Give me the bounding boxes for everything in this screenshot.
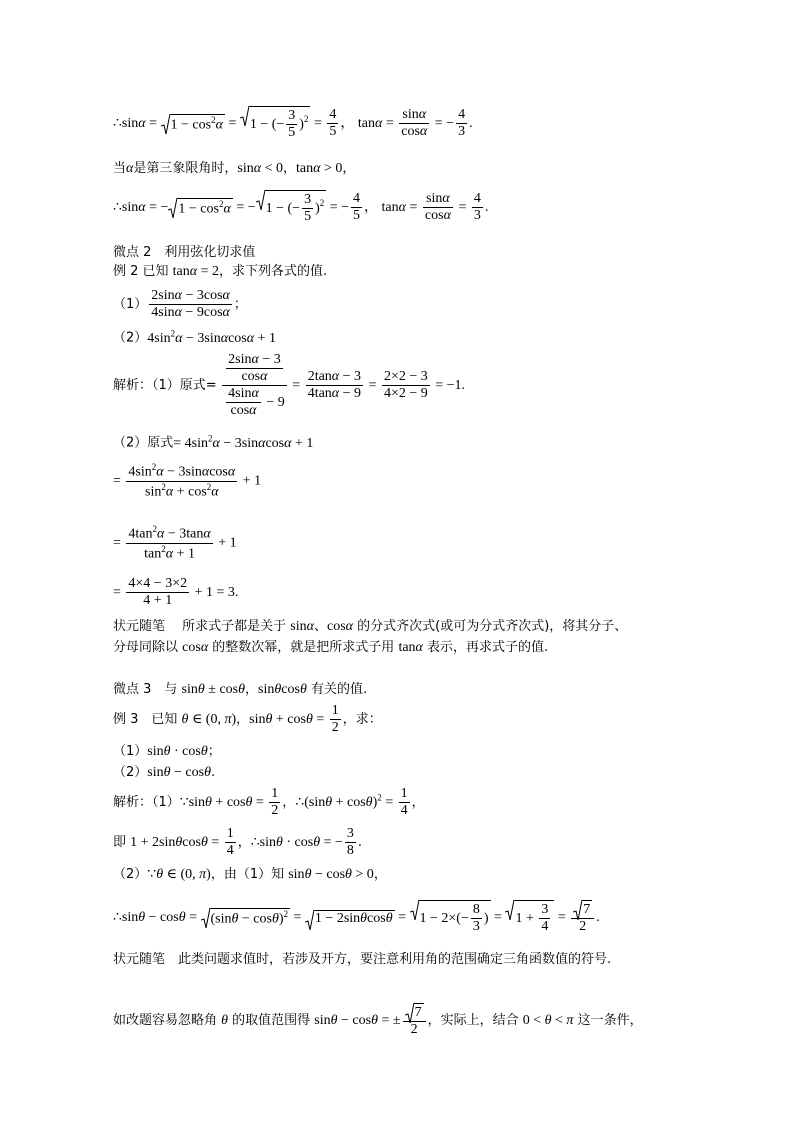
section-heading-2: 微点 2 利用弦化切求值: [113, 245, 256, 260]
note-2: 状元随笔 此类问题求值时，若涉及开方，要注意利用角的范围确定三角函数值的符号.: [113, 952, 612, 967]
note-1-line-1: 状元随笔 所求式子都是关于 sinα、cosα 的分式齐次式(或可为分式齐次式)，将其分子、: [113, 619, 628, 634]
question-2: $(2)4\sin^2\alpha - 3\sin\alpha\cos\alpha + 1$: [113, 328, 277, 346]
example-2-prompt: 例 2 已知 tanα = 2，求下列各式的值.: [113, 264, 328, 279]
part-1: （1）sinθ · cosθ；: [113, 744, 221, 759]
solution-3-line-4: ∴sinθ − cosθ = $(\sin\theta - \cos\theta)^2$ = 1 − 2sinθcosθ = 1 − 2×(− $\frac{8}{3}$ ) = 1 + $\frac{3}{4}$ = $\frac{7}{2}$ .: [113, 902, 600, 935]
section-heading-3: 微点 3 与 sinθ ± cosθ，sinθcosθ 有关的值.: [113, 682, 368, 697]
solution-3-line-3: （2）∵θ ∈ (0, π)，由（1）知 sinθ − cosθ > 0，: [113, 867, 387, 882]
solution-2-start: （2）原式= $4\sin^2\alpha - 3\sin\alpha\cos\alpha + 1$: [113, 433, 314, 451]
note-3: 如改题容易忽略角 θ 的取值范围得 sinθ − cosθ = ± $\frac{7}{2}$ ，实际上，结合 0 < θ < π 这一条件，: [113, 1005, 643, 1038]
solution-3-line-2: 即 1 + 2sinθcosθ = $\frac{1}{4}$ ，∴sinθ · cosθ = − $\frac{3}{8}$ .: [113, 826, 363, 859]
solution-2-step-3: = $\frac{4\times 4 - 3\times 2}{4 + 1}$ + 1 = 3.: [113, 576, 239, 609]
line-2: 当α是第三象限角时，sinα < 0，tanα > 0，: [113, 161, 356, 176]
line-3: ∴sinα = − $1 - \cos^2\alpha$ = − 1 − (− $\frac{3}{5}$ )$^2$ = − $\frac{4}{5}$ ， tanα = $\frac{\sin\alpha}{\cos\alpha}$ = $\frac{4}{3}$ .: [113, 191, 489, 225]
solution-2-step-2: = $\frac{4\tan^2\alpha - 3\tan\alpha}{\tan^2\alpha + 1}$ + 1: [113, 524, 237, 562]
solution-3-line-1: 解析：（1）∵sinθ + cosθ = $\frac{1}{2}$ ，∴(sinθ + cosθ)$^2$ = $\frac{1}{4}$ ，: [113, 786, 425, 819]
example-3-prompt: 例 3 已知 θ ∈ (0, π)，sinθ + cosθ = $\frac{1}{2}$ ，求：: [113, 703, 382, 736]
question-1: （1） $\frac{2\sin\alpha - 3\cos\alpha}{4\sin\alpha - 9\cos\alpha}$ ；: [113, 288, 247, 321]
note-1-line-2: 分母同除以 cosα 的整数次幂，就是把所求式子用 tanα 表示，再求式子的值.: [113, 640, 549, 655]
part-2: （2）sinθ − cosθ.: [113, 765, 216, 780]
solution-2-step-1: = $\frac{4\sin^2\alpha - 3\sin\alpha\cos\alpha}{\sin^2\alpha + \cos^2\alpha}$ + 1: [113, 462, 262, 500]
line-1: ∴sinα = $1 - \cos^2\alpha$ = 1 − (− $\frac{3}{5}$ )$^2$ = $\frac{4}{5}$ ， tanα = $\frac{\sin\alpha}{\cos\alpha}$ = − $\frac{4}{3}$ .: [113, 107, 473, 141]
solution-1: 解析：（1）原式= $\frac{2\sin\alpha - 3}{\cos\alpha}$ $\frac{4\sin\alpha}{\cos\alpha}$ − 9 = $\frac{2\tan\alpha - 3}{4\tan\alpha - 9}$ = $\frac{2\times 2 - 3}{4\times 2 - 9}$ = −1.: [113, 352, 466, 419]
